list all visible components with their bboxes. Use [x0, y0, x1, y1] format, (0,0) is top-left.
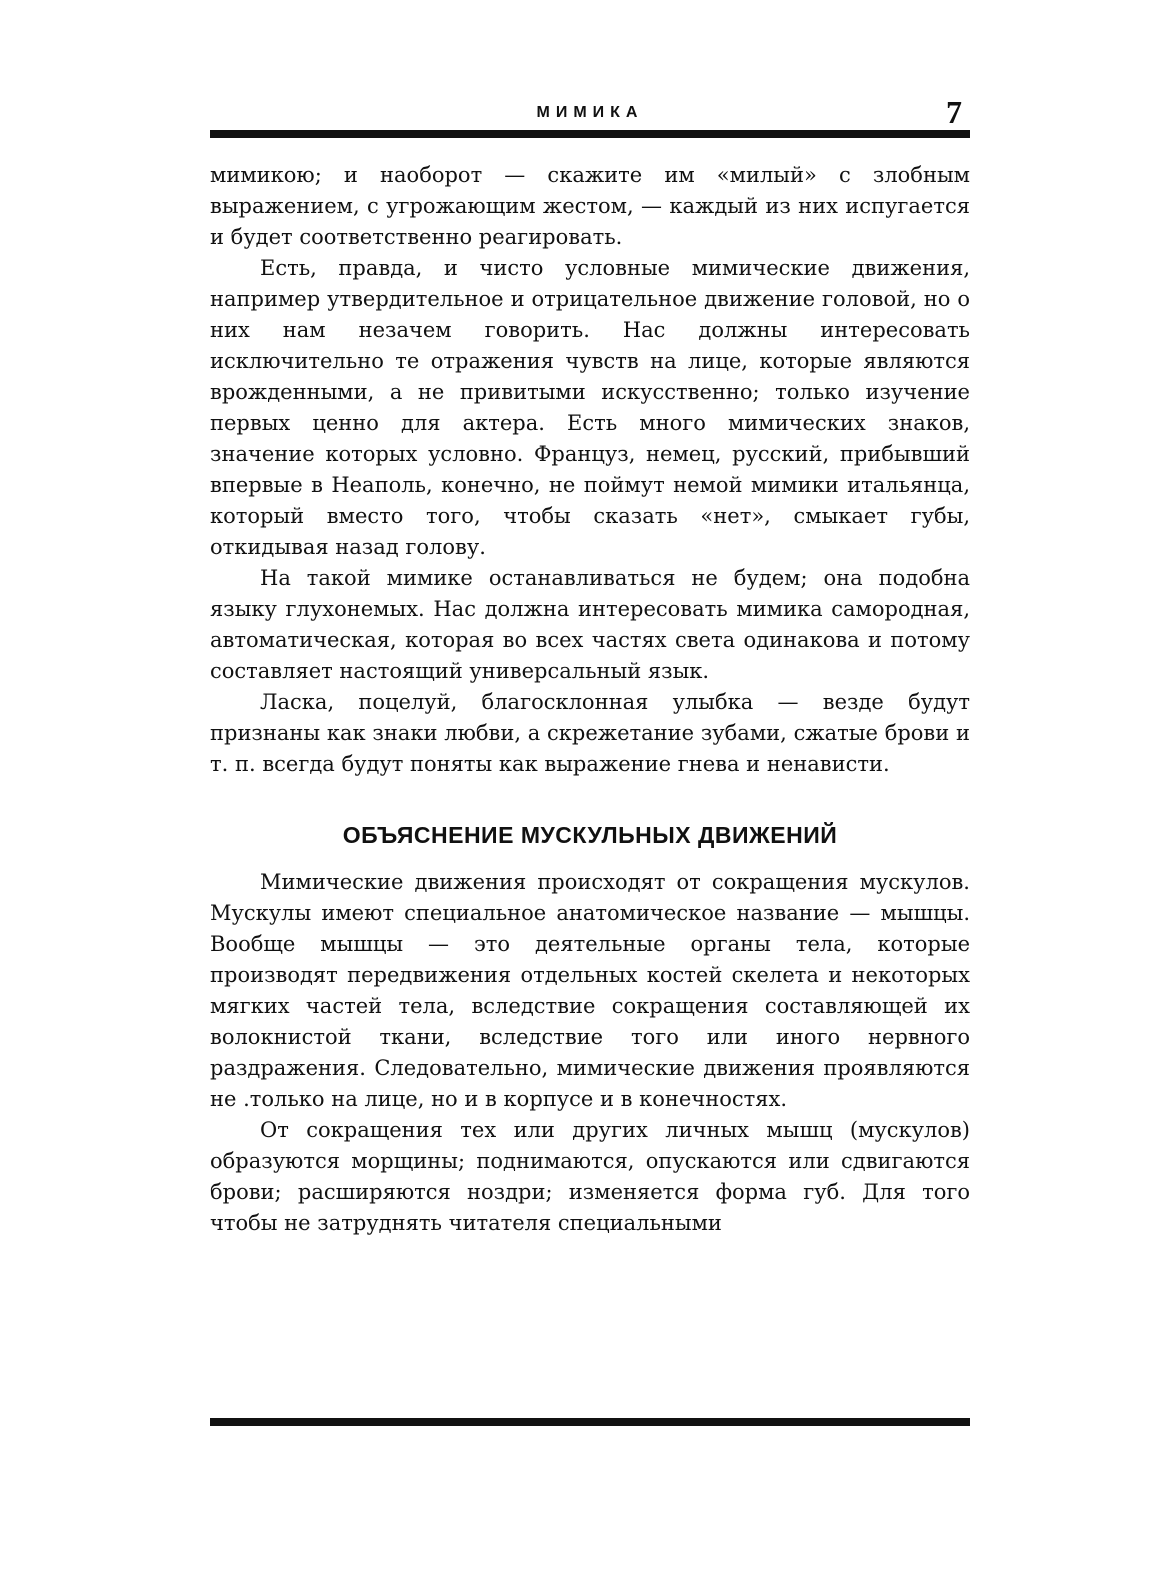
paragraph: Есть, правда, и чисто условные мимические движения, например утвердительное и отрицательное движение головой, но о них нам незачем говорить. Нас должны интересовать исключительно те отражения чувств на лице, которые являются врожденными, а не привитыми искусственно; только изучение первых ценно для актера. Есть много мимических знаков, значение которых условно. Француз, немец, русский, прибывший впервые в Неаполь, конечно, не поймут немой мимики итальянца, который вместо того, чтобы сказать «нет», смыкает губы, откидывая назад голову. — [210, 256, 970, 559]
running-title: МИМИКА — [536, 104, 644, 121]
header-rule — [210, 130, 970, 138]
paragraph: От сокращения тех или других личных мышц (мускулов) образуются морщины; поднимаются, опускаются или сдвигаются брови; расширяются ноздри; изменяется форма губ. Для того чтобы не затруднять читателя специальными — [210, 1118, 970, 1235]
paragraph: мимикою; и наоборот — скажите им «милый» с злобным выражением, с угрожающим жестом, — каждый из них испугается и будет соответственно реагировать. — [210, 163, 970, 249]
page-header — [210, 94, 970, 130]
page-body — [210, 160, 970, 1239]
paragraph: На такой мимике останавливаться не будем; она подобна языку глухонемых. Нас должна интересовать мимика самородная, автоматическая, которая во всех частях света одинакова и потому составляет настоящий универсальный язык. — [210, 566, 970, 683]
paragraph: Мимические движения происходят от сокращения мускулов. Мускулы имеют специальное анатомическое название — мышцы. Вообще мышцы — это деятельные органы тела, которые производят передвижения отдельных костей скелета и некоторых мягких частей тела, вследствие сокращения составляющей их волокнистой ткани, вследствие того или иного нервного раздражения. Следовательно, мимические движения проявляются не .только на лице, но и в корпусе и в конечностях. — [210, 870, 970, 1111]
page-number: 7 — [946, 94, 962, 130]
footer-rule — [210, 1418, 970, 1426]
paragraph: Ласка, поцелуй, благосклонная улыбка — везде будут признаны как знаки любви, а скрежетание зубами, сжатые брови и т. п. всегда будут поняты как выражение гнева и ненависти. — [210, 690, 970, 776]
section-heading: ОБЪЯСНЕНИЕ МУСКУЛЬНЫХ ДВИЖЕНИЙ — [342, 822, 838, 848]
